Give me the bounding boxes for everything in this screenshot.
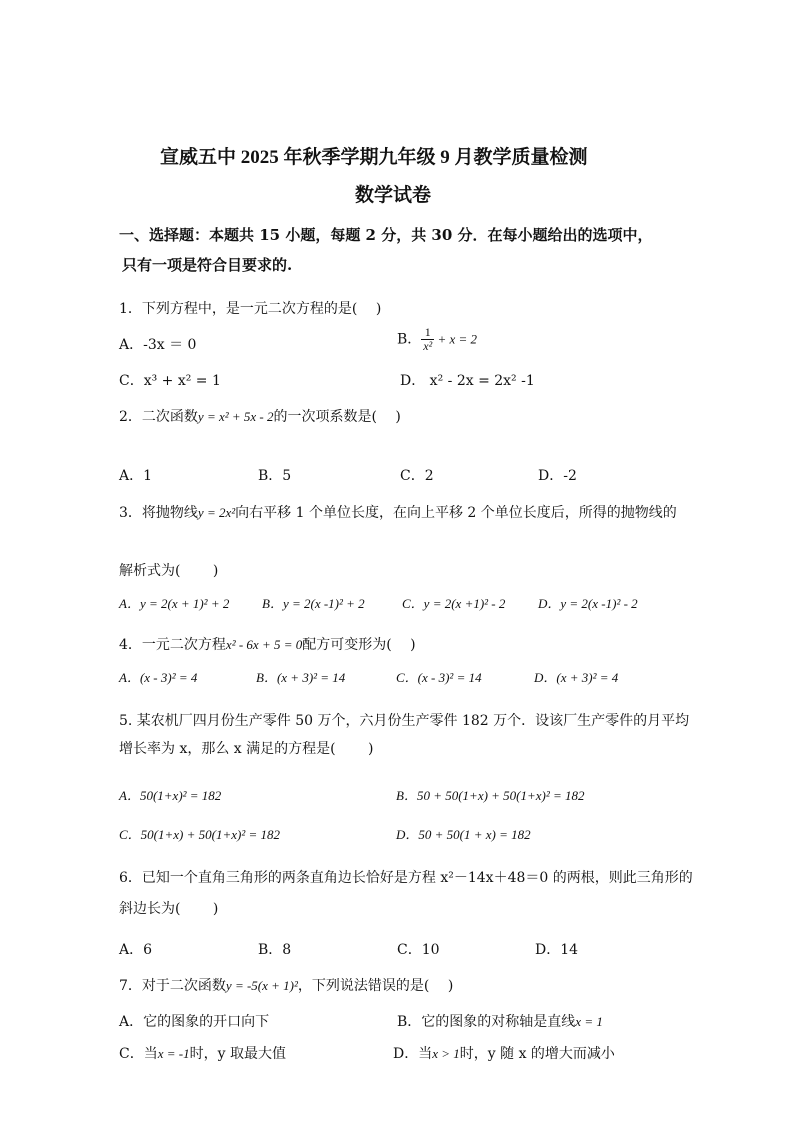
q1-option-b-fraction xyxy=(421,326,434,353)
q3-stem-post: 向右平移 1 个单位长度，在向上平移 2 个单位长度后，所得的抛物线的 xyxy=(235,505,677,521)
q3-option-a: A．y = 2(x + 1)² + 2 xyxy=(119,596,230,611)
question-7-stem xyxy=(119,975,453,995)
q7-option-d xyxy=(393,1043,615,1063)
q3-stem-pre: 3．将抛物线 xyxy=(119,505,198,521)
q7-option-d-pre: D．当 xyxy=(393,1046,433,1062)
q6-option-c: C．10 xyxy=(397,942,440,958)
q2-stem-math: y = x² + 5x - 2 xyxy=(197,409,274,424)
question-6-stem-line2: 斜边长为( ) xyxy=(119,901,219,917)
q1-option-a: A．-3x ＝ 0 xyxy=(119,337,197,353)
q5-option-a: A．50(1+x)² = 182 xyxy=(119,788,222,803)
q3-option-c: C．y = 2(x +1)² - 2 xyxy=(402,596,506,611)
q1-option-c: C．x³ + x² = 1 xyxy=(119,373,221,389)
q2-stem-post: 的一次项系数是( ) xyxy=(273,409,401,425)
q4-option-c: C．(x - 3)² = 14 xyxy=(396,670,482,685)
q3-stem-math: y = 2x² xyxy=(197,505,236,520)
q4-stem-pre: 4．一元二次方程 xyxy=(119,637,226,653)
q2-option-b: B．5 xyxy=(258,468,292,484)
q4-stem-post: 配方可变形为( ) xyxy=(302,637,416,653)
q7-option-c-pre: C．当 xyxy=(119,1046,158,1062)
question-3-stem-line2: 解析式为( ) xyxy=(119,563,219,579)
question-5-stem: 5. 某农机厂四月份生产零件 50 万个，六月份生产零件 182 万个．设该厂生产零件的月平均 xyxy=(119,713,690,729)
q4-option-a: A．(x - 3)² = 4 xyxy=(119,670,198,685)
q7-stem-pre: 7．对于二次函数 xyxy=(119,978,226,994)
question-6-stem: 6．已知一个直角三角形的两条直角边长恰好是方程 x²－14x＋48＝0 的两根，则此三角形的 xyxy=(119,870,693,886)
q7-option-b xyxy=(397,1011,603,1031)
question-3-stem xyxy=(119,502,677,522)
question-5-stem-line2: 增长率为 x，那么 x 满足的方程是( ) xyxy=(119,741,374,757)
q1-fraction-numerator: 1 xyxy=(421,326,434,340)
q3-option-b: B．y = 2(x -1)² + 2 xyxy=(262,596,365,611)
q5-option-b: B．50 + 50(1+x) + 50(1+x)² = 182 xyxy=(396,788,585,803)
question-1-stem: 1．下列方程中，是一元二次方程的是( ) xyxy=(119,301,382,317)
q3-option-d: D．y = 2(x -1)² - 2 xyxy=(538,596,638,611)
q7-stem-post: ，下列说法错误的是( ) xyxy=(297,978,454,994)
exam-title: 宣威五中 2025 年秋季学期九年级 9 月教学质量检测 xyxy=(160,147,588,168)
q5-option-d: D．50 + 50(1 + x) = 182 xyxy=(396,827,531,842)
q7-option-c-math: x = -1 xyxy=(157,1046,190,1061)
q6-option-d: D．14 xyxy=(535,942,579,958)
q2-option-d: D．-2 xyxy=(538,468,577,484)
q1-option-b xyxy=(397,326,477,353)
q1-fraction-denominator: x² xyxy=(423,339,433,353)
q6-option-b: B．8 xyxy=(258,942,292,958)
q7-option-b-math: x = 1 xyxy=(575,1014,603,1029)
q7-option-d-post: 时，y 随 x 的增大而减小 xyxy=(459,1046,615,1062)
q1-option-b-label: B． xyxy=(397,331,422,348)
q4-stem-math: x² - 6x + 5 = 0 xyxy=(225,637,303,652)
q2-option-c: C．2 xyxy=(400,468,434,484)
q7-option-c-post: 时，y 取最大值 xyxy=(189,1046,286,1062)
q1-option-b-rest: + x = 2 xyxy=(434,331,478,347)
q4-option-d: D．(x + 3)² = 4 xyxy=(534,670,619,685)
q6-option-a: A．6 xyxy=(119,942,153,958)
q7-option-d-math: x > 1 xyxy=(432,1046,460,1061)
q2-option-a: A．1 xyxy=(119,468,153,484)
q7-stem-math: y = -5(x + 1)² xyxy=(225,978,298,993)
q7-option-c xyxy=(119,1043,286,1063)
question-2-stem xyxy=(119,406,401,426)
q7-option-b-pre: B．它的图象的对称轴是直线 xyxy=(397,1014,576,1030)
q1-option-d: D． x² - 2x = 2x² -1 xyxy=(400,373,535,389)
q5-option-c: C．50(1+x) + 50(1+x)² = 182 xyxy=(119,827,281,842)
q2-stem-pre: 2．二次函数 xyxy=(119,409,198,425)
q7-option-a: A．它的图象的开口向下 xyxy=(119,1014,270,1030)
q4-option-b: B．(x + 3)² = 14 xyxy=(256,670,346,685)
question-4-stem xyxy=(119,634,416,654)
section-heading-line2: 只有一项是符合目要求的. xyxy=(122,256,293,274)
exam-subtitle: 数学试卷 xyxy=(355,185,432,206)
section-heading-line1: 一、选择题：本题共 15 小题，每题 2 分，共 30 分．在每小题给出的选项中， xyxy=(119,226,653,244)
